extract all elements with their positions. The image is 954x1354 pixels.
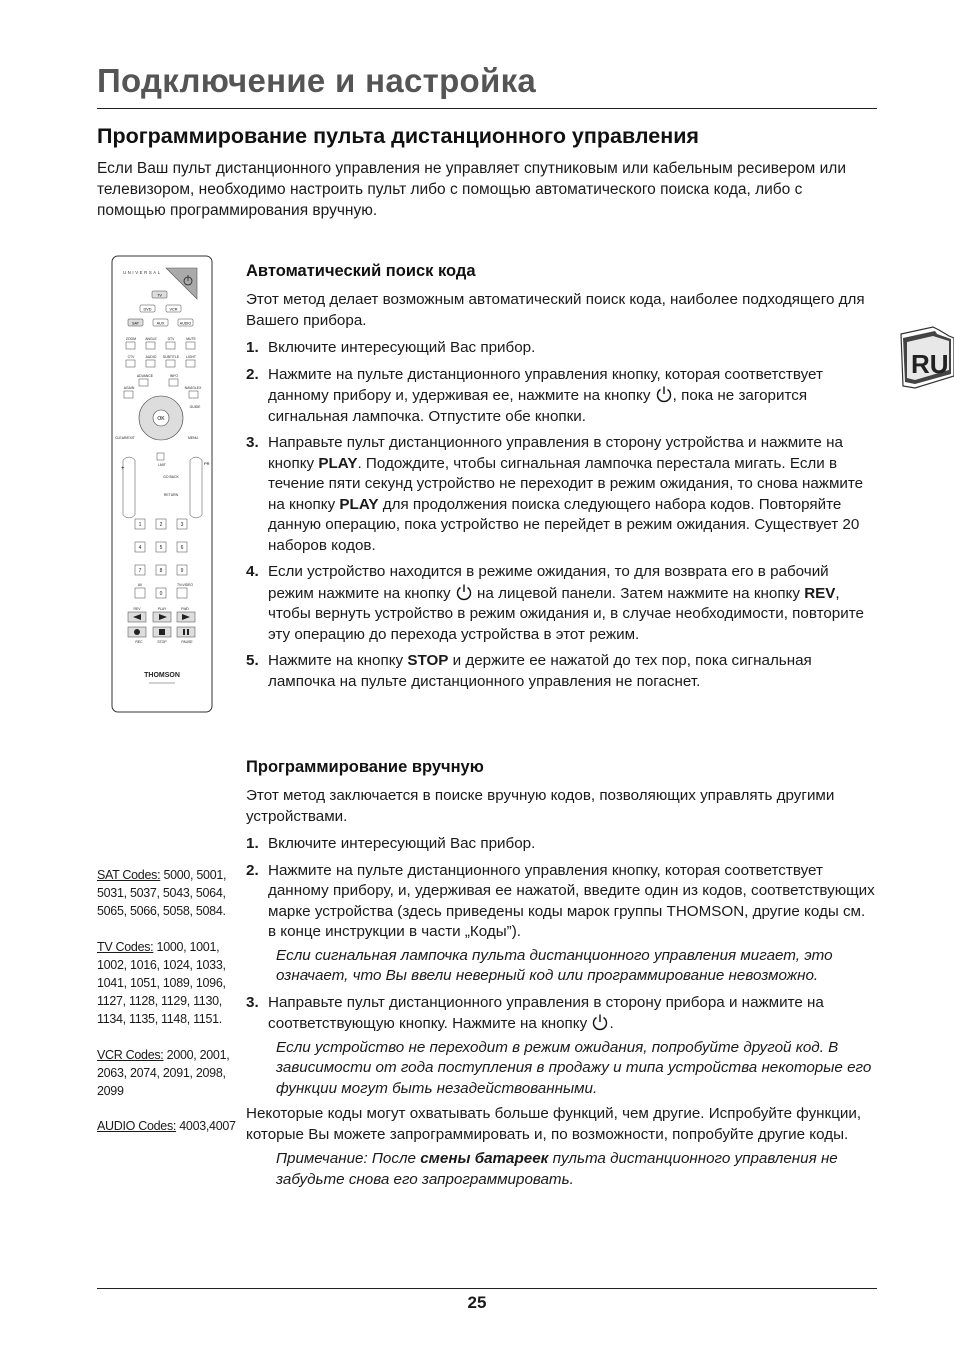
remote-control-illustration bbox=[111, 255, 214, 715]
list-item: 4. Если устройство находится в режиме ожидания, то для возврата его в рабочий режим нажмите на кнопку на лицевой панели. Затем нажмите на кнопку REV, чтобы вернуть устройство в режим ожидания и, в случае необходимости, повторите эту операцию до перехода устройства в этот режим. bbox=[246, 563, 864, 643]
svg-text:ZOOM: ZOOM bbox=[125, 337, 137, 341]
codes-sidebar bbox=[97, 866, 237, 1152]
svg-text:SAT: SAT bbox=[131, 321, 140, 326]
manual-intro: Этот метод заключается в поиске вручную кодов, позволяющих управлять другими устройствами. bbox=[246, 787, 835, 825]
svg-text:GO BACK: GO BACK bbox=[163, 475, 179, 479]
audio-codes: AUDIO Codes: 4003,4007 bbox=[97, 1119, 236, 1134]
svg-text:SUBTITLE: SUBTITLE bbox=[162, 355, 180, 359]
svg-text:ANGLE: ANGLE bbox=[145, 337, 157, 341]
remote-channel-rocker bbox=[190, 457, 202, 518]
svg-text:2: 2 bbox=[159, 522, 163, 528]
section-title: Программирование пульта дистанционного управления bbox=[97, 124, 699, 148]
auto-search-steps bbox=[246, 338, 876, 692]
page-title: Подключение и настройка bbox=[97, 62, 537, 99]
list-item: 2. Нажмите на пульте дистанционного управления кнопку, которая соответствует данному прибору и, удерживая ее, нажмите на кнопку , пока не загорится сигнальная лампочка. Отпустите обе кнопки. bbox=[246, 365, 823, 425]
auto-search-heading: Автоматический поиск кода bbox=[246, 262, 476, 280]
sat-codes: SAT Codes: 5000, 5001, 5031, 5037, 5043, 5064, 5065, 5066, 5058, 5084. bbox=[97, 868, 227, 919]
remote-brand: THOMSON bbox=[144, 672, 180, 679]
svg-text:STOP: STOP bbox=[157, 640, 167, 644]
page-number: 25 bbox=[467, 1293, 487, 1312]
vcr-codes: VCR Codes: 2000, 2001, 2063, 2074, 2091, 2098, 2099 bbox=[97, 1047, 230, 1099]
manual-step-note: Если устройство не переходит в режим ожидания, попробуйте другой код. В зависимости от года поступления в продажу и типа устройства некоторые его функции могут быть незадействованными. bbox=[276, 1038, 872, 1097]
list-item: 3. Направьте пульт дистанционного управления в сторону устройства и нажмите на кнопку PLAY. Подождите, чтобы сигнальная лампочка перестала мигать. Если в течение пяти секунд устройство не переходит в режим ожидания, то снова нажмите на кнопку PLAY для продолжения поиска следующего набора кодов. Повторяйте данную операцию, пока устройство не перейдет в режим ожидания. Существует 20 наборов кодов. bbox=[246, 434, 864, 554]
svg-text:AV: AV bbox=[137, 583, 143, 587]
manual-heading: Программирование вручную bbox=[246, 758, 484, 776]
list-item: 1. Включите интересующий Вас прибор. bbox=[246, 835, 536, 852]
svg-text:MENU: MENU bbox=[188, 436, 198, 440]
battery-note: Примечание: После смены батареек пульта дистанционного управления не забудьте снова его запрограммировать. bbox=[276, 1150, 838, 1188]
svg-text:PLAY: PLAY bbox=[157, 607, 167, 611]
remote-brand-top: UNIVERSAL bbox=[123, 270, 162, 275]
svg-text:AUDIO: AUDIO bbox=[145, 355, 157, 359]
tv-codes: TV Codes: 1000, 1001, 1002, 1016, 1024, 1033, 1041, 1051, 1089, 1096, 1127, 1128, 1129, 1130, 1134, 1135, 1148, 1151. bbox=[97, 939, 226, 1027]
title-divider bbox=[97, 108, 877, 109]
auto-search-intro: Этот метод делает возможным автоматический поиск кода, наиболее подходящего для Вашего прибора. bbox=[246, 291, 865, 329]
svg-text:REC: REC bbox=[135, 640, 143, 644]
power-icon bbox=[655, 385, 673, 403]
svg-text:VCR: VCR bbox=[169, 307, 178, 312]
svg-text:ADVANCE: ADVANCE bbox=[136, 374, 154, 378]
svg-text:AGAIN: AGAIN bbox=[123, 386, 135, 390]
remote-tv-label: TV bbox=[157, 293, 162, 298]
svg-text:REV: REV bbox=[133, 607, 141, 611]
svg-text:DTV: DTV bbox=[167, 337, 175, 341]
svg-text:0: 0 bbox=[159, 591, 163, 597]
list-item: 5. Нажмите на кнопку STOP и держите ее нажатой до тех пор, пока сигнальная лампочка на пульте дистанционного управления не погаснет. bbox=[246, 652, 812, 690]
language-badge-label: RU bbox=[911, 349, 949, 379]
manual-section bbox=[246, 758, 876, 1190]
svg-text:FWD: FWD bbox=[181, 607, 189, 611]
manual-steps bbox=[246, 834, 876, 1099]
svg-text:CLEAR/EXIT: CLEAR/EXIT bbox=[115, 436, 135, 440]
svg-text:6: 6 bbox=[180, 545, 184, 551]
svg-text:TV•VIDEO: TV•VIDEO bbox=[176, 583, 194, 587]
remote-volume-rocker bbox=[123, 457, 135, 518]
svg-text:8: 8 bbox=[159, 568, 163, 574]
svg-text:AUDIO: AUDIO bbox=[179, 321, 192, 326]
svg-text:PAUSE: PAUSE bbox=[181, 640, 193, 644]
power-icon bbox=[455, 583, 473, 601]
manual-after-text: Некоторые коды могут охватывать больше функций, чем другие. Испробуйте функции, которые Вы можете запрограммировать и, по возможности, попробуйте другие коды. bbox=[246, 1105, 862, 1143]
svg-text:5: 5 bbox=[159, 545, 163, 551]
svg-text:MUTE: MUTE bbox=[186, 337, 196, 341]
svg-text:LMIT: LMIT bbox=[158, 463, 166, 467]
section-intro: Если Ваш пульт дистанционного управления не управляет спутниковым или кабельным ресивером или телевизором, необходимо настроить пульт либо с помощью автоматического поиска кода, либо с помощью программирования вручную. bbox=[97, 160, 846, 219]
svg-text:3: 3 bbox=[180, 522, 184, 528]
svg-text:GUIDE: GUIDE bbox=[189, 405, 201, 409]
svg-text:4: 4 bbox=[138, 545, 142, 551]
svg-text:AUX: AUX bbox=[156, 321, 165, 326]
svg-text:RETURN: RETURN bbox=[163, 493, 179, 497]
svg-text:7: 7 bbox=[138, 568, 142, 574]
svg-text:NAVIGLEX: NAVIGLEX bbox=[184, 386, 202, 390]
svg-text:INFO: INFO bbox=[169, 374, 179, 378]
remote-ok-label: OK bbox=[157, 416, 165, 422]
svg-text:9: 9 bbox=[180, 568, 184, 574]
footer-divider bbox=[97, 1288, 877, 1289]
svg-text:+: + bbox=[121, 466, 125, 472]
svg-text:DVD: DVD bbox=[143, 307, 152, 312]
auto-search-section bbox=[246, 262, 876, 698]
list-item: 1. Включите интересующий Вас прибор. bbox=[246, 339, 536, 356]
svg-text:CTV: CTV bbox=[127, 355, 135, 359]
svg-text:PR: PR bbox=[204, 461, 210, 466]
power-icon bbox=[591, 1013, 609, 1031]
language-badge bbox=[893, 324, 954, 390]
manual-step-note: Если сигнальная лампочка пульта дистанционного управления мигает, это означает, что Вы ввели неверный код или программирование невозможно. bbox=[276, 946, 833, 984]
svg-text:1: 1 bbox=[138, 522, 142, 528]
list-item: 2. Нажмите на пульте дистанционного управления кнопку, которая соответствует данному прибору, и, удерживая ее нажатой, введите один из кодов, соответствующих марке устройства (здесь приведены коды марок группы THOMSON, другие коды см. в конце инструкции в части „Коды”). Если сигнальная лампочка пульта дистанционного управления мигает, это означает, что Вы ввели неверный код или программирование невозможно. bbox=[246, 861, 876, 987]
svg-text:LIGHT: LIGHT bbox=[186, 355, 196, 359]
list-item: 3. Направьте пульт дистанционного управления в сторону прибора и нажмите на соответствующую кнопку. Нажмите на кнопку . Если устройство не переходит в режим ожидания, попробуйте другой код. В зависимости от года поступления в продажу и типа устройства некоторые его функции могут быть незадействованными. bbox=[246, 993, 876, 1100]
